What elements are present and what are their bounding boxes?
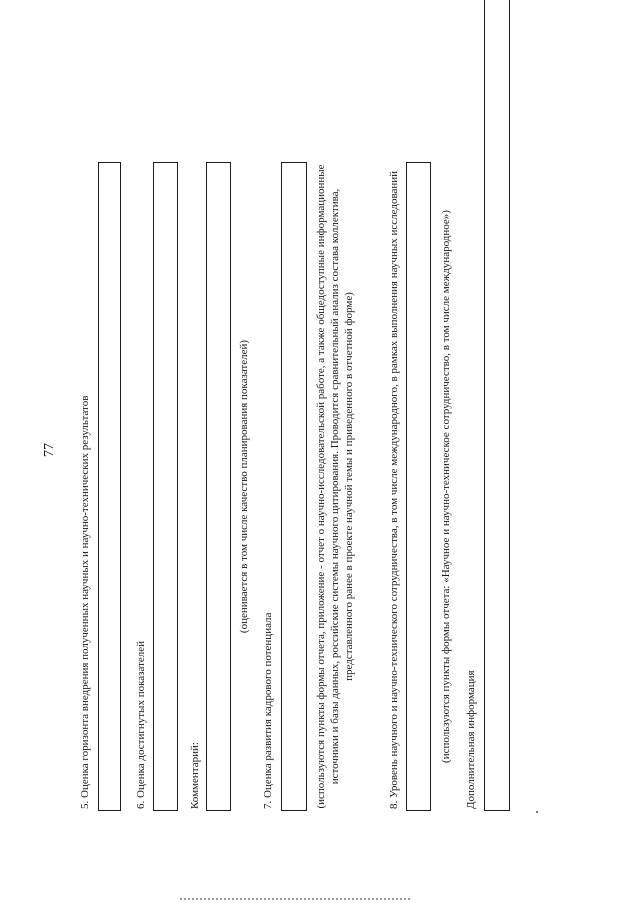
section-7-note: (оценивается в том числе качество планирования показателей)	[238, 339, 250, 634]
comment-field[interactable]	[206, 162, 231, 811]
section-7-usage-line-1: (используются пункты формы отчета, приложение - отчет о научно-исследовательской работе, а также общедоступные информационные	[315, 164, 327, 809]
section-8-answer-field[interactable]	[406, 162, 431, 811]
section-7-title: 7. Оценка развития кадрового потенциала	[262, 612, 274, 809]
scan-edge-artifact	[180, 898, 410, 900]
section-5-answer-field[interactable]	[98, 162, 121, 811]
page-number: 77	[42, 443, 57, 457]
section-7-usage-line-3: представленного ранее в проекте научной темы и приведенного в отчетной форме)	[343, 292, 355, 681]
scan-dust-mark	[536, 811, 538, 813]
section-8-usage: (используются пункты формы отчета: «Научное и научно-техническое сотрудничество, в том числе международное»)	[440, 210, 452, 763]
section-7-answer-field[interactable]	[281, 162, 307, 811]
section-5-title: 5. Оценка горизонта внедрения полученных научных и научно-технических результатов	[79, 395, 91, 809]
section-6-answer-field[interactable]	[153, 162, 178, 811]
comment-label: Комментарий:	[189, 742, 201, 809]
section-7-usage-line-2: источники и базы данных, российские системы научного цитирования. Проводится сравнительный анализ состава коллектива,	[329, 188, 341, 785]
rotated-form-sheet	[40, 91, 600, 811]
section-6-title: 6. Оценка достигнутых показателей	[135, 640, 147, 809]
additional-info-label: Дополнительная информация	[465, 670, 477, 809]
section-8-title: 8. Уровень научного и научно-технического сотрудничества, в том числе международного, в рамках выполнения научных исследований	[388, 170, 400, 809]
additional-info-field[interactable]	[484, 0, 510, 811]
